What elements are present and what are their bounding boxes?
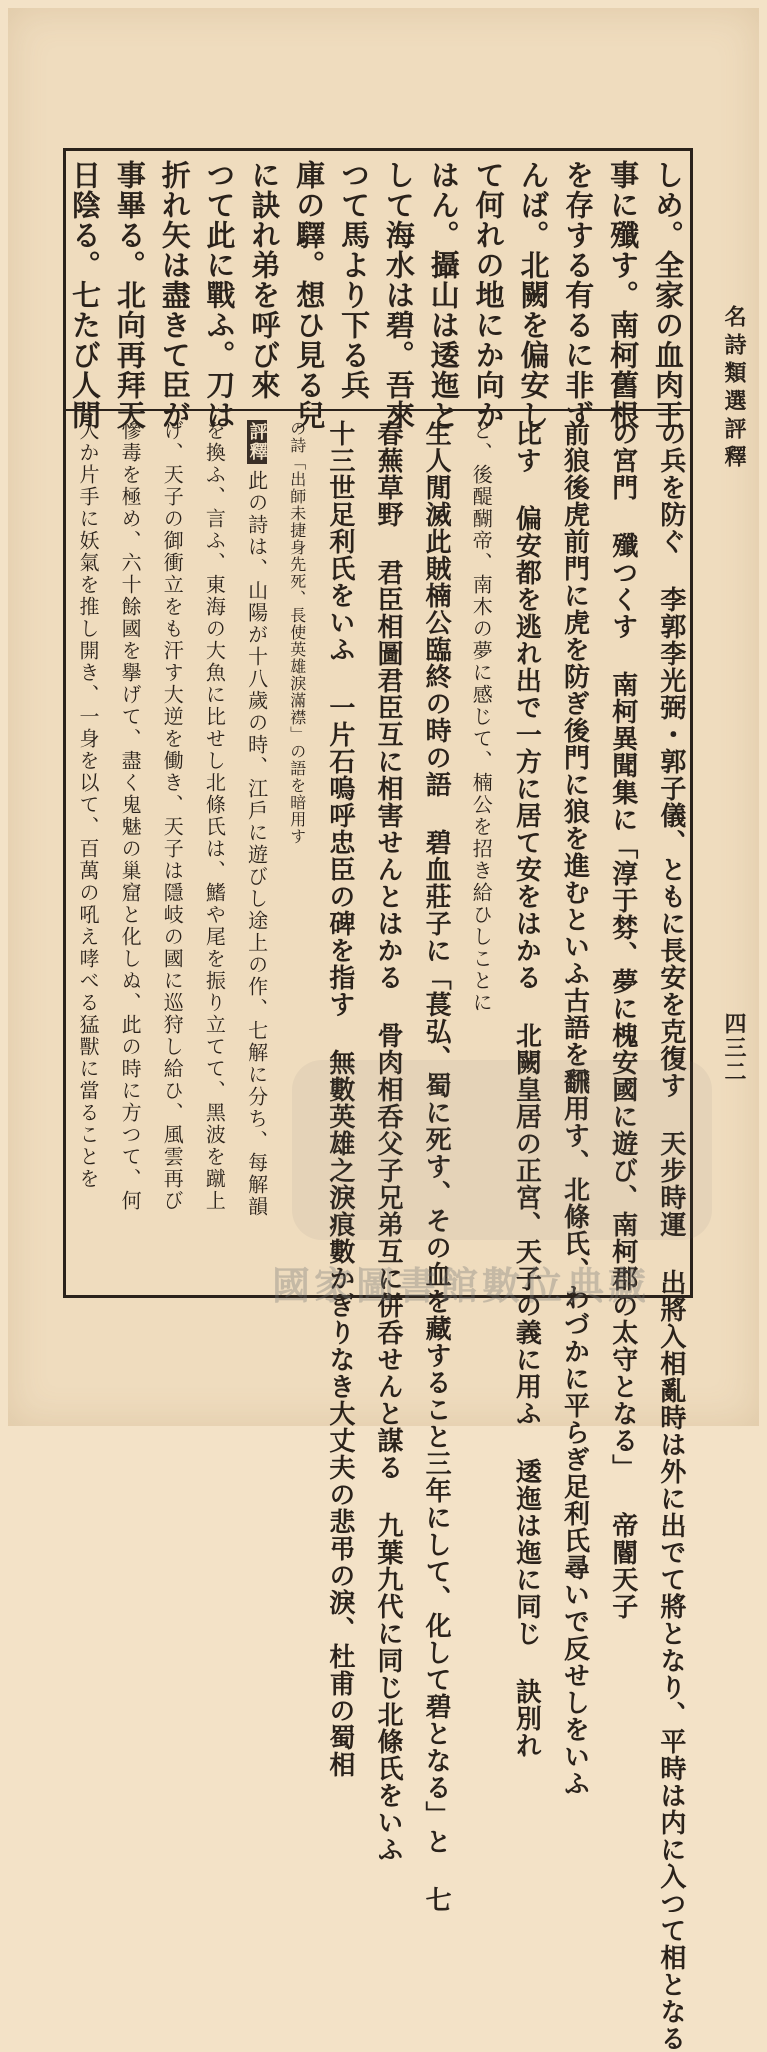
lower-column-text: 慘毒を極め、六十餘國を擧げて、盡く鬼魅の巢窟と化しぬ、此の時に方つて、何 <box>118 420 143 1212</box>
upper-column: 事に殲す。南柯舊根 <box>606 160 641 430</box>
upper-column: 日陰る。七たび人閒 <box>68 160 102 430</box>
lower-column-text: 十三世足利氏をいふ 一片石嗚呼忠臣の碑を指す 無數英雄之淚痕數かぎりなき大丈夫の悲弔の淚、杜甫の蜀相 <box>324 420 355 1778</box>
upper-column: して海水は碧。吾來 <box>381 160 416 430</box>
upper-column: て何れの地にか向か <box>471 160 506 430</box>
lower-column-text: と、後醍醐帝、南木の夢に感じて、楠公を招き給ひしことに <box>469 420 494 1014</box>
lower-column <box>244 420 269 1290</box>
upper-column: んば。北闕を偏安し <box>516 160 551 430</box>
commentary-label: 評釋 <box>246 422 268 462</box>
lower-column-text: の宮門 殲つくす 南柯異聞集に「淳于棼、夢に槐安國に遊び、南柯郡の太守となる」 帝閽天子 <box>607 420 638 1620</box>
lower-column-text: 此の詩は、山陽が十八歲の時、江戶に遊びし途上の作、七解に分ち、每解韻 <box>244 470 269 1218</box>
lower-column-text: 比す 偏安都を逃れ出で一方に居て安をはかる 北闕皇居の正宮、天子の義に用ふ 逶迤は迤に同じ 訣別れ <box>511 420 542 1759</box>
lower-column-text: げ、天子の御衝立をも汗す大逆を働き、天子は隱岐の國に巡狩し給ひ、風雲再び <box>160 420 185 1212</box>
lower-column <box>202 420 227 1290</box>
lower-column-text: 生人閒滅此賊楠公臨終の時の語 碧血莊子に「萇弘、蜀に死す、その血を藏すること三年にして、化して碧となる」と 七 <box>421 420 452 1913</box>
upper-column: を存する有るに非ず <box>561 160 596 430</box>
lower-column-text: を換ふ、言ふ、東海の大魚に比せし北條氏は、鰭や尾を振り立てて、黑波を蹴上 <box>202 420 227 1212</box>
lower-column <box>118 420 143 1290</box>
lower-column-text: の詩「出師未捷身先死、長使英雄淚滿襟」の語を暗用す <box>287 420 307 845</box>
lower-column-text: の兵を防ぐ 李郭李光弼・郭子儀、ともに長安を克復す 天步時運 出將入相亂時は外に出でて將となり、平時は内に入つて相となる <box>655 420 686 2052</box>
upper-column: 事畢る。北向再拜天 <box>112 160 147 430</box>
upper-column: に訣れ弟を呼び來 <box>247 160 282 400</box>
upper-text-block <box>68 160 685 430</box>
page-number: 四三二 <box>721 1012 747 1084</box>
upper-column: 折れ矢は盡きて臣が <box>157 160 192 430</box>
upper-column: つて此に戰ふ。刀は <box>202 160 237 430</box>
watermark-text: 國家圖書館數位典藏 <box>272 1263 651 1308</box>
upper-column: つて馬より下る兵 <box>337 160 372 400</box>
running-header-title: 名詩類選評釋 <box>721 305 747 473</box>
upper-column: はん。攝山は逶迤と <box>426 160 461 430</box>
watermark-seal <box>292 1060 712 1240</box>
upper-column: しめ。全家の血肉王 <box>650 160 685 430</box>
lower-column <box>78 420 98 1290</box>
lower-column-text: 人か片手に妖氣を推し開き、一身を以て、百萬の吼え哮べる猛獸に當ることを <box>76 420 100 1190</box>
lower-column <box>160 420 185 1290</box>
upper-column: 庫の驛。想ひ見る兒 <box>292 160 327 430</box>
lower-column-text: 春蕪草野 君臣相圖君臣互に相害せんとはかる 骨肉相呑父子兄弟互に併呑せんと謀る 九葉九代に同じ北條氏をいふ <box>372 420 403 1863</box>
lower-column-text: 前狼後虎前門に虎を防ぎ後門に狼を進むといふ古語を飜用す、北條氏、わづかに平らぎ足利氏尋いで反せしをいふ <box>559 420 590 1797</box>
